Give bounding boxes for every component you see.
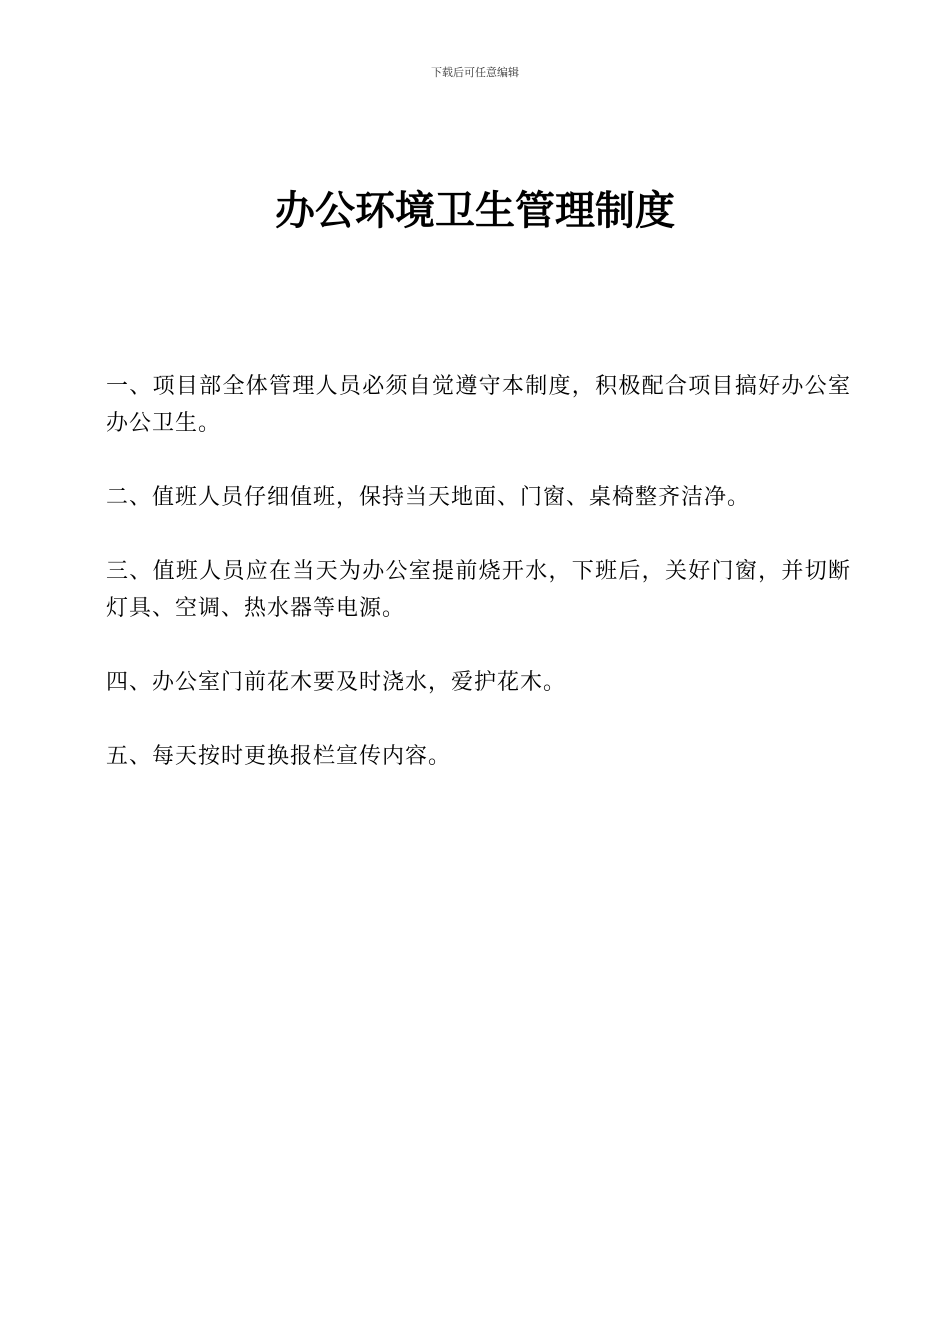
document-title: 办公环境卫生管理制度 — [275, 188, 675, 234]
document-body — [106, 368, 851, 812]
rule-paragraph-1: 一、项目部全体管理人员必须自觉遵守本制度，积极配合项目搞好办公室办公卫生。 — [106, 374, 851, 436]
rule-paragraph-3: 三、值班人员应在当天为办公室提前烧开水，下班后，关好门窗，并切断灯具、空调、热水器等电源。 — [106, 559, 851, 621]
rule-paragraph-5: 五、每天按时更换报栏宣传内容。 — [106, 744, 452, 769]
rule-paragraph-2: 二、值班人员仔细值班，保持当天地面、门窗、桌椅整齐洁净。 — [106, 485, 751, 510]
header-note: 下载后可任意编辑 — [431, 66, 519, 79]
rule-paragraph-4: 四、办公室门前花木要及时浇水，爱护花木。 — [106, 670, 567, 695]
